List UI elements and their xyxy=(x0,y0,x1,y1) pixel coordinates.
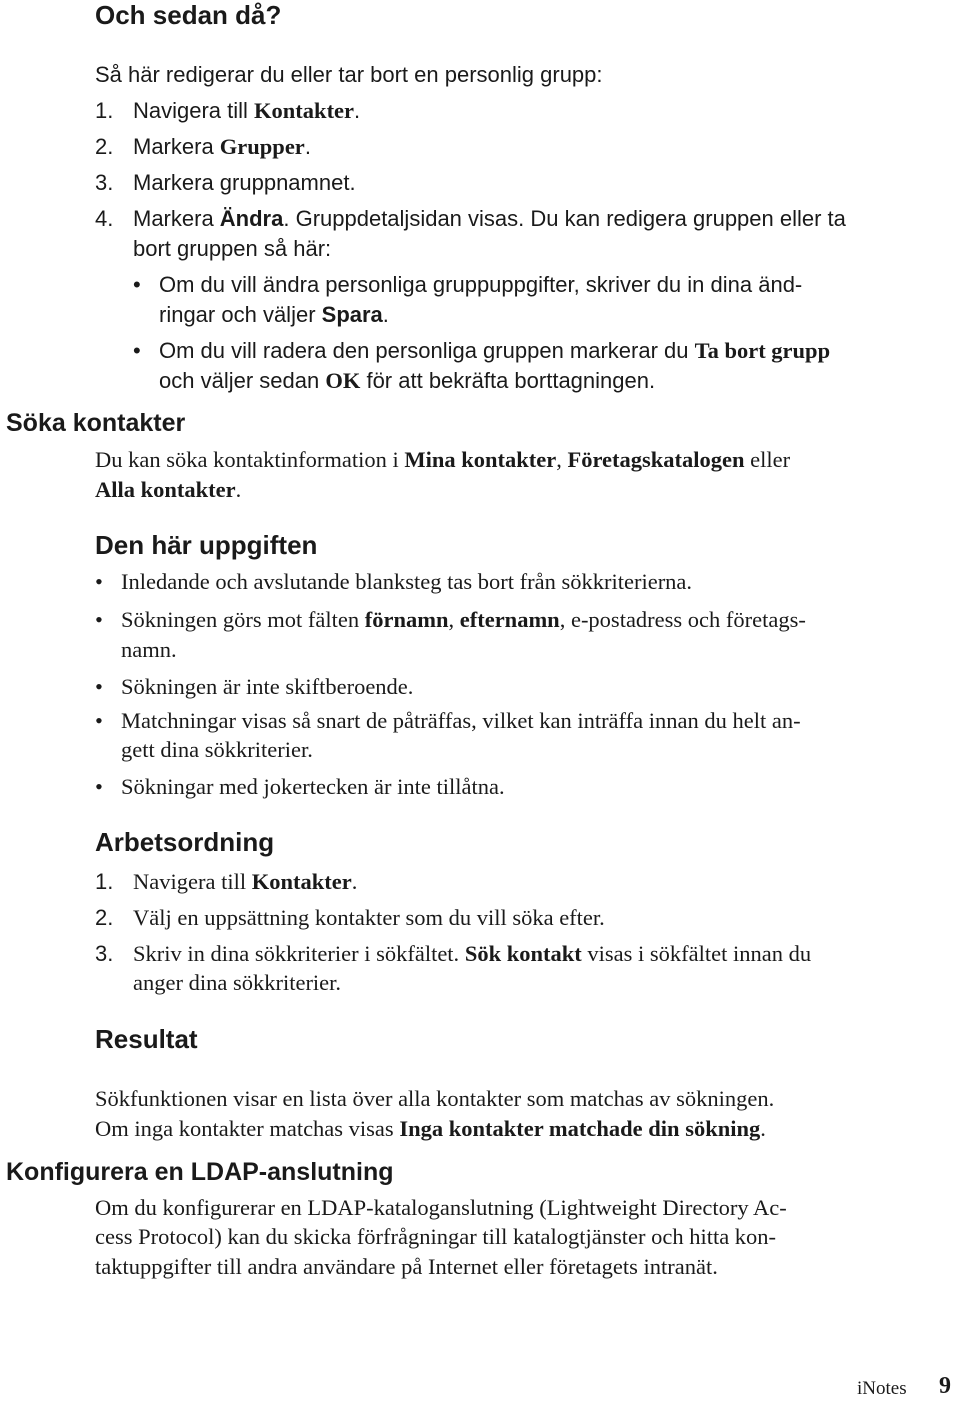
procedure-step-3: 3. Skriv in dina sökkriterier i sökfältet. Sök kontakt visas i sökfältet innan du xyxy=(95,941,812,966)
section-heading-resultat: Resultat xyxy=(95,1024,198,1054)
sub-bullet-2-line-1: • Om du vill radera den personliga gruppen markerar du Ta bort grupp xyxy=(133,338,831,363)
task-bullet-1: • Inledande och avslutande blanksteg tas bort från sökkriterierna. xyxy=(95,569,693,594)
sub-bullet-2-line-2: och väljer sedan OK för att bekräfta borttagningen. xyxy=(159,368,656,393)
step-2: 2. Markera Grupper. xyxy=(95,134,311,159)
intro-text: Så här redigerar du eller tar bort en personlig grupp: xyxy=(95,62,603,87)
section-heading-arbetsordning: Arbetsordning xyxy=(95,827,275,857)
task-bullet-5: • Sökningar med jokertecken är inte tillåtna. xyxy=(95,774,505,799)
section-heading-soka-kontakter: Söka kontakter xyxy=(6,409,186,437)
sub-bullet-1-line-1: • Om du vill ändra personliga gruppuppgifter, skriver du in dina änd- xyxy=(133,272,803,297)
task-bullet-3: • Sökningen är inte skiftberoende. xyxy=(95,674,414,699)
step-3: 3. Markera gruppnamnet. xyxy=(95,170,356,195)
step-1: 1. Navigera till Kontakter. xyxy=(95,98,361,123)
task-bullet-2-continuation: namn. xyxy=(121,637,177,662)
ldap-line-2: cess Protocol) kan du skicka förfrågningar till katalogtjänster och hitta kon- xyxy=(95,1224,777,1249)
search-intro-line-2: Alla kontakter. xyxy=(95,477,242,502)
procedure-step-1: 1. Navigera till Kontakter. xyxy=(95,869,358,894)
ldap-line-3: taktuppgifter till andra användare på Internet eller företagets intranät. xyxy=(95,1254,718,1279)
procedure-step-2: 2. Välj en uppsättning kontakter som du vill söka efter. xyxy=(95,905,605,930)
step-4: 4. Markera Ändra. Gruppdetaljsidan visas. Du kan redigera gruppen eller ta xyxy=(95,206,846,231)
task-bullet-2: • Sökningen görs mot fälten förnamn, efternamn, e-postadress och företags- xyxy=(95,607,806,632)
sub-bullet-1-line-2: ringar och väljer Spara. xyxy=(159,302,389,327)
result-line-2: Om inga kontakter matchas visas Inga kontakter matchade din sökning. xyxy=(95,1116,766,1141)
section-heading-konfigurera-ldap: Konfigurera en LDAP-anslutning xyxy=(6,1158,394,1186)
section-heading-och-sedan-da: Och sedan då? xyxy=(95,0,282,30)
task-bullet-4-continuation: gett dina sökkriterier. xyxy=(121,737,313,762)
search-intro-line-1: Du kan söka kontaktinformation i Mina kontakter, Företagskatalogen eller xyxy=(95,447,791,472)
footer-product-name: iNotes xyxy=(857,1378,907,1399)
task-bullet-4: • Matchningar visas så snart de påträffas, vilket kan inträffa innan du helt an- xyxy=(95,708,801,733)
result-line-1: Sökfunktionen visar en lista över alla kontakter som matchas av sökningen. xyxy=(95,1086,775,1111)
section-heading-den-har-uppgiften: Den här uppgiften xyxy=(95,530,318,560)
page-number: 9 xyxy=(939,1373,951,1399)
step-4-continuation: bort gruppen så här: xyxy=(133,236,332,261)
ldap-line-1: Om du konfigurerar en LDAP-kataloganslutning (Lightweight Directory Ac- xyxy=(95,1195,787,1220)
procedure-step-3-continuation: anger dina sökkriterier. xyxy=(133,970,342,995)
